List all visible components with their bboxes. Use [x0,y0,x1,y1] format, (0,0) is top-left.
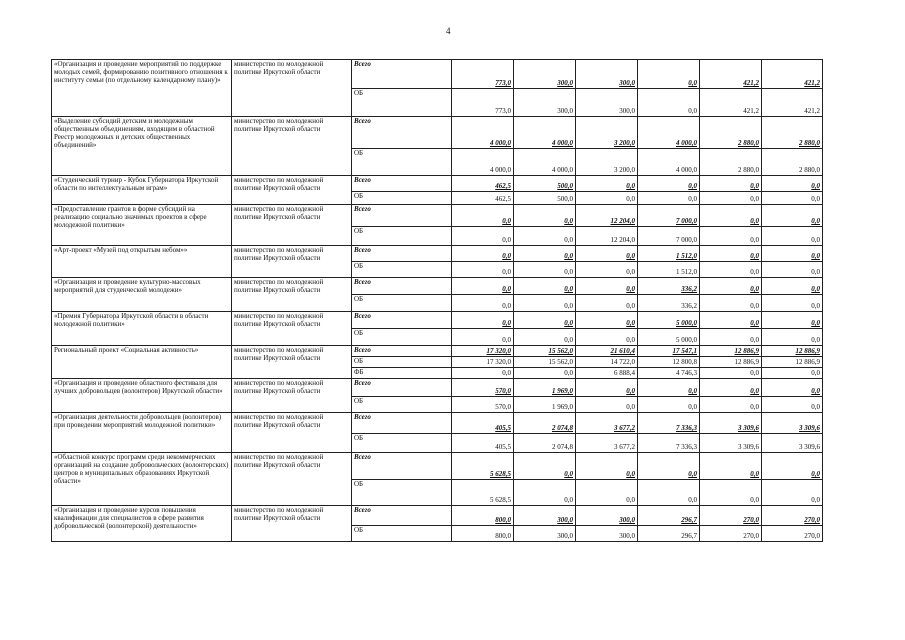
table-row [52,205,823,227]
amount-cell: 0,0 [576,295,638,312]
amount-cell: 2 074,8 [514,434,576,453]
amount-cell: 0,0 [638,60,700,89]
amount-cell: 0,0 [514,312,576,329]
amount-cell: 296,7 [638,526,700,542]
amount-cell: 3 309,6 [700,413,762,434]
amount-cell: 12 886,9 [762,357,823,368]
amount-cell: 2 880,0 [700,149,762,176]
amount-cell: 0,0 [762,368,823,379]
funding-source-cell: Всего [352,176,452,192]
amount-cell: 0,0 [576,379,638,397]
amount-cell: 0,0 [638,397,700,413]
amount-cell: 0,0 [700,205,762,227]
amount-cell: 0,0 [638,379,700,397]
event-name-cell: «Выделение субсидий детским и молодежным общественным объединениям, входящим в областной Реестр молодежных и детских общественных объединений» [52,117,232,176]
table-row [52,246,823,262]
amount-cell: 462,5 [452,192,514,205]
amount-cell: 0,0 [514,246,576,262]
responsible-org-cell: министерство по молодежной политике Иркутской области [232,205,352,246]
amount-cell: 0,0 [452,312,514,329]
amount-cell: 2 880,0 [700,117,762,149]
funding-source-cell: ОБ [352,262,452,278]
event-name-cell: «Областной конкурс программ среди некоммерческих организаций на создание добровольческих (волонтерских) центров в муниципальных образованиях Иркутской области» [52,453,232,506]
funding-source-cell: Всего [352,278,452,295]
funding-source-cell: Всего [352,117,452,149]
amount-cell: 0,0 [576,312,638,329]
funding-source-cell: Всего [352,413,452,434]
amount-cell: 0,0 [762,397,823,413]
amount-cell: 0,0 [452,368,514,379]
amount-cell: 5 000,0 [638,329,700,346]
amount-cell: 800,0 [452,506,514,526]
amount-cell: 0,0 [638,192,700,205]
amount-cell: 7 000,0 [638,227,700,246]
amount-cell: 405,5 [452,434,514,453]
funding-source-cell: Всего [352,346,452,357]
amount-cell: 0,0 [762,246,823,262]
page-number: 4 [446,26,451,36]
amount-cell: 4 000,0 [638,117,700,149]
amount-cell: 296,7 [638,506,700,526]
amount-cell: 0,0 [700,368,762,379]
amount-cell: 300,0 [514,526,576,542]
funding-source-cell: ОБ [352,227,452,246]
amount-cell: 300,0 [514,506,576,526]
amount-cell: 0,0 [638,480,700,506]
amount-cell: 0,0 [576,397,638,413]
event-name-cell: Региональный проект «Социальная активность» [52,346,232,379]
responsible-org-cell: министерство по молодежной политике Иркутской области [232,176,352,205]
amount-cell: 3 677,2 [576,413,638,434]
amount-cell: 0,0 [514,453,576,480]
responsible-org-cell: министерство по молодежной политике Иркутской области [232,60,352,117]
amount-cell: 500,0 [514,192,576,205]
amount-cell: 336,2 [638,278,700,295]
amount-cell: 12 886,9 [700,346,762,357]
amount-cell: 0,0 [452,278,514,295]
amount-cell: 0,0 [576,192,638,205]
funding-source-cell: ОБ [352,357,452,368]
amount-cell: 270,0 [700,506,762,526]
amount-cell: 0,0 [700,295,762,312]
amount-cell: 0,0 [762,329,823,346]
amount-cell: 0,0 [452,262,514,278]
amount-cell: 0,0 [762,312,823,329]
table-body [52,60,823,542]
amount-cell: 12 886,9 [762,346,823,357]
amount-cell: 0,0 [762,480,823,506]
amount-cell: 0,0 [762,262,823,278]
table-row [52,379,823,397]
responsible-org-cell: министерство по молодежной политике Иркутской области [232,312,352,346]
amount-cell: 0,0 [700,379,762,397]
amount-cell: 3 309,6 [762,434,823,453]
responsible-org-cell: министерство по молодежной политике Иркутской области [232,346,352,379]
amount-cell: 800,0 [452,526,514,542]
amount-cell: 4 000,0 [452,149,514,176]
table-row [52,413,823,434]
amount-cell: 17 320,0 [452,357,514,368]
table-row [52,453,823,480]
amount-cell: 7 000,0 [638,205,700,227]
amount-cell: 0,0 [576,278,638,295]
amount-cell: 4 000,0 [452,117,514,149]
amount-cell: 3 200,0 [576,149,638,176]
responsible-org-cell: министерство по молодежной политике Иркутской области [232,278,352,312]
event-name-cell: «Организация и проведение мероприятий по поддержке молодых семей, формированию позитивного отношения к институту семьи (по отдельному календарному плану)» [52,60,232,117]
amount-cell: 0,0 [700,176,762,192]
amount-cell: 421,2 [700,60,762,89]
amount-cell: 300,0 [514,89,576,117]
responsible-org-cell: министерство по молодежной политике Иркутской области [232,117,352,176]
amount-cell: 570,0 [452,397,514,413]
amount-cell: 0,0 [452,227,514,246]
table-row [52,117,823,149]
amount-cell: 0,0 [762,205,823,227]
amount-cell: 0,0 [514,368,576,379]
amount-cell: 300,0 [576,89,638,117]
amount-cell: 12 204,0 [576,205,638,227]
amount-cell: 300,0 [576,526,638,542]
amount-cell: 15 562,0 [514,357,576,368]
table-row [52,346,823,357]
amount-cell: 12 886,9 [700,357,762,368]
event-name-cell: «Организация и проведение областного фестиваля для лучших добровольцев (волонтеров) Иркутской области» [52,379,232,413]
amount-cell: 421,2 [762,89,823,117]
amount-cell: 3 677,2 [576,434,638,453]
funding-source-cell: ОБ [352,397,452,413]
amount-cell: 0,0 [700,480,762,506]
amount-cell: 0,0 [452,295,514,312]
amount-cell: 0,0 [638,453,700,480]
amount-cell: 270,0 [762,506,823,526]
amount-cell: 0,0 [700,329,762,346]
amount-cell: 0,0 [514,205,576,227]
table-row [52,176,823,192]
responsible-org-cell: министерство по молодежной политике Иркутской области [232,379,352,413]
funding-source-cell: ОБ [352,149,452,176]
table-row [52,278,823,295]
amount-cell: 0,0 [700,227,762,246]
amount-cell: 421,2 [700,89,762,117]
funding-source-cell: Всего [352,246,452,262]
amount-cell: 17 320,0 [452,346,514,357]
amount-cell: 0,0 [700,312,762,329]
amount-cell: 0,0 [700,192,762,205]
amount-cell: 270,0 [762,526,823,542]
amount-cell: 0,0 [576,246,638,262]
amount-cell: 1 969,0 [514,379,576,397]
funding-source-cell: Всего [352,453,452,480]
amount-cell: 0,0 [638,176,700,192]
amount-cell: 405,5 [452,413,514,434]
amount-cell: 3 309,6 [762,413,823,434]
funding-source-cell: Всего [352,379,452,397]
amount-cell: 14 722,0 [576,357,638,368]
amount-cell: 4 000,0 [514,149,576,176]
amount-cell: 0,0 [700,397,762,413]
amount-cell: 0,0 [514,262,576,278]
funding-source-cell: Всего [352,205,452,227]
amount-cell: 570,0 [452,379,514,397]
amount-cell: 421,2 [762,60,823,89]
event-name-cell: «Организация деятельности добровольцев (волонтеров) при проведении мероприятий молодежной политики» [52,413,232,453]
responsible-org-cell: министерство по молодежной политике Иркутской области [232,506,352,542]
amount-cell: 500,0 [514,176,576,192]
funding-source-cell: Всего [352,60,452,89]
amount-cell: 0,0 [762,176,823,192]
event-name-cell: «Организация и проведение курсов повышения квалификации для специалистов в сфере развития добровольческой (волонтерской) деятельности» [52,506,232,542]
amount-cell: 12 800,8 [638,357,700,368]
amount-cell: 4 746,3 [638,368,700,379]
funding-source-cell: ОБ [352,480,452,506]
amount-cell: 0,0 [452,205,514,227]
funding-source-cell: ОБ [352,526,452,542]
amount-cell: 0,0 [514,278,576,295]
amount-cell: 0,0 [514,480,576,506]
amount-cell: 4 000,0 [514,117,576,149]
amount-cell: 1 512,0 [638,262,700,278]
responsible-org-cell: министерство по молодежной политике Иркутской области [232,453,352,506]
amount-cell: 0,0 [762,192,823,205]
amount-cell: 0,0 [762,453,823,480]
amount-cell: 0,0 [638,89,700,117]
responsible-org-cell: министерство по молодежной политике Иркутской области [232,246,352,278]
funding-source-cell: ОБ [352,295,452,312]
funding-source-cell: Всего [352,312,452,329]
amount-cell: 270,0 [700,526,762,542]
amount-cell: 7 336,3 [638,413,700,434]
funding-source-cell: ОБ [352,192,452,205]
amount-cell: 0,0 [514,227,576,246]
amount-cell: 462,5 [452,176,514,192]
amount-cell: 0,0 [576,262,638,278]
funding-source-cell: ОБ [352,89,452,117]
amount-cell: 2 880,0 [762,117,823,149]
amount-cell: 0,0 [700,453,762,480]
amount-cell: 2 074,8 [514,413,576,434]
amount-cell: 3 309,6 [700,434,762,453]
amount-cell: 773,0 [452,89,514,117]
amount-cell: 1 512,0 [638,246,700,262]
amount-cell: 17 547,1 [638,346,700,357]
funding-source-cell: ФБ [352,368,452,379]
amount-cell: 336,2 [638,295,700,312]
table-row [52,312,823,329]
funding-source-cell: ОБ [352,434,452,453]
budget-table [51,59,823,542]
table-row [52,60,823,89]
amount-cell: 21 610,4 [576,346,638,357]
amount-cell: 5 000,0 [638,312,700,329]
amount-cell: 0,0 [700,262,762,278]
amount-cell: 0,0 [762,295,823,312]
amount-cell: 0,0 [576,480,638,506]
table-row [52,506,823,526]
amount-cell: 6 888,4 [576,368,638,379]
amount-cell: 15 562,0 [514,346,576,357]
amount-cell: 300,0 [576,506,638,526]
amount-cell: 0,0 [576,329,638,346]
amount-cell: 5 628,5 [452,453,514,480]
amount-cell: 0,0 [762,227,823,246]
amount-cell: 300,0 [576,60,638,89]
amount-cell: 0,0 [700,246,762,262]
funding-source-cell: ОБ [352,329,452,346]
amount-cell: 4 000,0 [638,149,700,176]
amount-cell: 0,0 [452,329,514,346]
responsible-org-cell: министерство по молодежной политике Иркутской области [232,413,352,453]
event-name-cell: «Организация и проведение культурно-массовых мероприятий для студенческой молодежи» [52,278,232,312]
amount-cell: 0,0 [576,453,638,480]
event-name-cell: «Предоставление грантов в форме субсидий на реализацию социально значимых проектов в сфере молодежной политики» [52,205,232,246]
amount-cell: 0,0 [762,379,823,397]
amount-cell: 2 880,0 [762,149,823,176]
event-name-cell: «Арт-проект «Музей под открытым небом»» [52,246,232,278]
event-name-cell: «Студенческий турнир - Кубок Губернатора Иркутской области по интеллектуальным играм» [52,176,232,205]
amount-cell: 300,0 [514,60,576,89]
event-name-cell: «Премия Губернатора Иркутской области в области молодежной политики» [52,312,232,346]
amount-cell: 0,0 [514,329,576,346]
amount-cell: 3 200,0 [576,117,638,149]
funding-source-cell: Всего [352,506,452,526]
amount-cell: 0,0 [576,176,638,192]
amount-cell: 773,0 [452,60,514,89]
amount-cell: 12 204,0 [576,227,638,246]
amount-cell: 5 628,5 [452,480,514,506]
amount-cell: 0,0 [452,246,514,262]
amount-cell: 1 969,0 [514,397,576,413]
amount-cell: 7 336,3 [638,434,700,453]
amount-cell: 0,0 [514,295,576,312]
amount-cell: 0,0 [762,278,823,295]
amount-cell: 0,0 [700,278,762,295]
